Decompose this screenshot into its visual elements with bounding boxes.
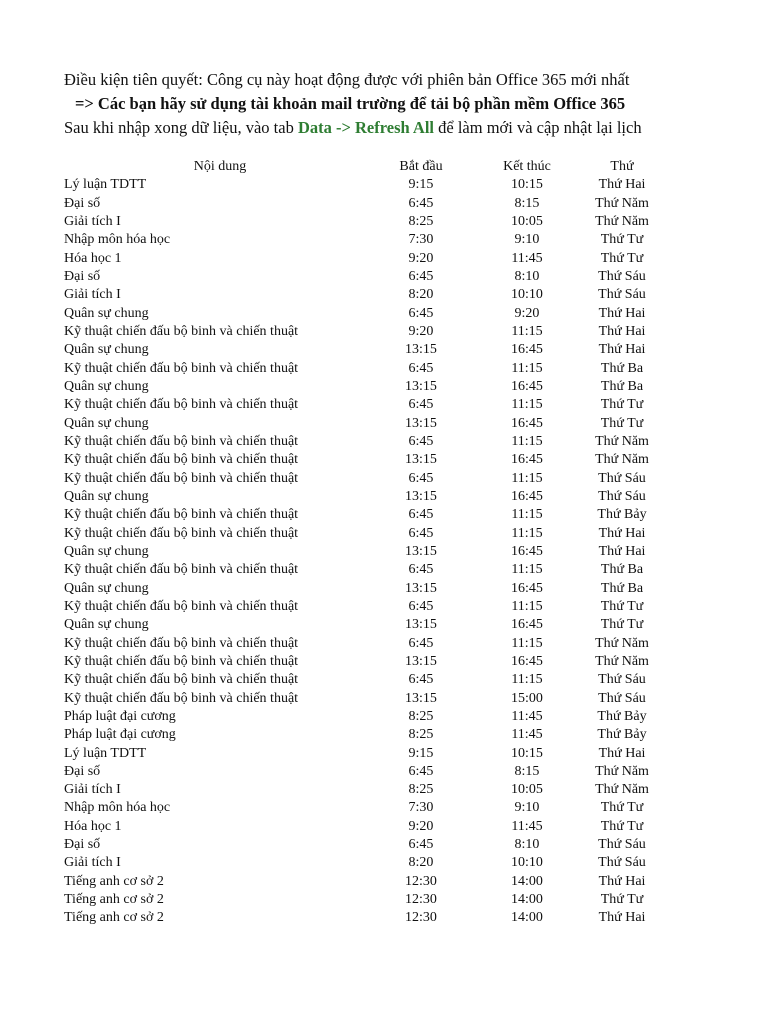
table-row [0, 195, 768, 213]
cell-day: Thứ Ba [600, 360, 644, 376]
cell-start: 13:15 [405, 543, 437, 559]
cell-day: Thứ Hai [598, 745, 646, 761]
cell-content: Đại số [64, 195, 101, 211]
cell-day: Thứ Sáu [598, 488, 646, 504]
cell-start: 13:15 [405, 617, 437, 633]
cell-start: 6:45 [408, 837, 434, 853]
table-row [0, 726, 768, 744]
cell-start: 12:30 [405, 892, 437, 908]
cell-start: 13:15 [405, 690, 437, 706]
cell-start: 9:20 [408, 323, 434, 339]
cell-end: 8:15 [514, 763, 540, 779]
header-start: Bắt đầu [399, 159, 443, 174]
cell-end: 8:15 [514, 195, 540, 211]
cell-end: 11:15 [511, 360, 543, 376]
refresh-note-suffix: để làm mới và cập nhật lại lịch [434, 118, 642, 137]
cell-end: 11:45 [511, 250, 543, 266]
cell-start: 6:45 [408, 525, 434, 541]
cell-end: 11:15 [511, 397, 543, 413]
table-row [0, 488, 768, 506]
cell-end: 11:45 [511, 708, 543, 724]
table-row [0, 231, 768, 249]
table-row [0, 323, 768, 341]
refresh-note-prefix: Sau khi nhập xong dữ liệu, vào tab [64, 118, 298, 137]
cell-content: Quân sự chung [64, 488, 149, 504]
cell-end: 11:15 [511, 507, 543, 523]
cell-end: 11:15 [511, 635, 543, 651]
cell-end: 11:15 [511, 470, 543, 486]
cell-day: Thứ Hai [598, 543, 646, 559]
cell-start: 12:30 [405, 873, 437, 889]
cell-content: Kỹ thuật chiến đấu bộ binh và chiến thuật [64, 635, 299, 651]
cell-end: 11:15 [511, 562, 543, 578]
cell-day: Thứ Sáu [598, 470, 646, 486]
cell-start: 8:20 [408, 855, 434, 871]
office-account-note: => Các bạn hãy sử dụng tài khoản mail trường để tải bộ phần mềm Office 365 [75, 94, 626, 113]
table-row [0, 690, 768, 708]
cell-start: 6:45 [408, 397, 434, 413]
cell-day: Thứ Ba [600, 562, 644, 578]
cell-end: 15:00 [511, 690, 543, 706]
cell-end: 10:15 [511, 745, 543, 761]
table-row [0, 671, 768, 689]
table-row [0, 745, 768, 763]
cell-day: Thứ Hai [598, 873, 646, 889]
cell-start: 6:45 [408, 195, 434, 211]
cell-end: 9:10 [514, 800, 540, 816]
cell-end: 16:45 [511, 488, 543, 504]
cell-day: Thứ Hai [598, 305, 646, 321]
cell-start: 9:15 [408, 177, 434, 193]
cell-day: Thứ Bảy [597, 507, 647, 523]
cell-end: 11:15 [511, 433, 543, 449]
cell-content: Tiếng anh cơ sở 2 [64, 892, 164, 908]
cell-day: Thứ Hai [598, 525, 646, 541]
cell-end: 9:10 [514, 232, 540, 248]
cell-content: Kỹ thuật chiến đấu bộ binh và chiến thuật [64, 433, 299, 449]
table-row [0, 396, 768, 414]
table-row [0, 525, 768, 543]
table-row [0, 451, 768, 469]
cell-end: 11:15 [511, 672, 543, 688]
cell-content: Kỹ thuật chiến đấu bộ binh và chiến thuật [64, 598, 299, 614]
cell-end: 8:10 [514, 837, 540, 853]
cell-content: Quân sự chung [64, 617, 149, 633]
cell-end: 11:15 [511, 323, 543, 339]
cell-day: Thứ Năm [595, 433, 649, 449]
cell-start: 6:45 [408, 562, 434, 578]
refresh-all-hint: Data -> Refresh All [297, 118, 434, 137]
cell-content: Quân sự chung [64, 415, 149, 431]
table-row [0, 341, 768, 359]
table-row [0, 818, 768, 836]
cell-day: Thứ Tư [600, 415, 644, 431]
table-row [0, 873, 768, 891]
cell-day: Thứ Sáu [598, 837, 646, 853]
table-row [0, 378, 768, 396]
cell-start: 8:25 [408, 782, 434, 798]
cell-content: Quân sự chung [64, 342, 149, 358]
cell-end: 14:00 [511, 873, 543, 889]
table-row [0, 598, 768, 616]
table-row [0, 543, 768, 561]
table-row [0, 213, 768, 231]
table-row [0, 799, 768, 817]
cell-day: Thứ Sáu [598, 672, 646, 688]
cell-day: Thứ Năm [595, 213, 649, 229]
cell-end: 16:45 [511, 543, 543, 559]
cell-content: Kỹ thuật chiến đấu bộ binh và chiến thuật [64, 690, 299, 706]
cell-start: 8:25 [408, 213, 434, 229]
cell-day: Thứ Sáu [598, 268, 646, 284]
cell-start: 12:30 [405, 910, 437, 926]
cell-start: 8:25 [408, 708, 434, 724]
cell-end: 10:05 [511, 213, 543, 229]
cell-day: Thứ Hai [598, 910, 646, 926]
cell-day: Thứ Sáu [598, 690, 646, 706]
cell-end: 10:10 [511, 855, 543, 871]
table-row [0, 580, 768, 598]
cell-start: 9:20 [408, 818, 434, 834]
cell-day: Thứ Bảy [597, 727, 647, 743]
cell-content: Pháp luật đại cương [64, 708, 176, 724]
instructions [0, 68, 668, 140]
cell-day: Thứ Năm [595, 653, 649, 669]
cell-day: Thứ Ba [600, 378, 644, 394]
header-day: Thứ [610, 159, 634, 174]
cell-start: 6:45 [408, 598, 434, 614]
cell-end: 10:15 [511, 177, 543, 193]
table-row [0, 433, 768, 451]
cell-end: 11:45 [511, 818, 543, 834]
cell-day: Thứ Năm [595, 635, 649, 651]
cell-day: Thứ Tư [600, 617, 644, 633]
cell-content: Lý luận TDTT [64, 177, 147, 193]
table-row [0, 708, 768, 726]
cell-start: 7:30 [408, 800, 434, 816]
schedule-table [0, 158, 768, 928]
table-row [0, 836, 768, 854]
cell-content: Đại số [64, 268, 101, 284]
table-row [0, 268, 768, 286]
cell-start: 13:15 [405, 452, 437, 468]
cell-day: Thứ Ba [600, 580, 644, 596]
cell-content: Kỹ thuật chiến đấu bộ binh và chiến thuật [64, 452, 299, 468]
cell-end: 10:05 [511, 782, 543, 798]
cell-content: Đại số [64, 837, 101, 853]
cell-content: Kỹ thuật chiến đấu bộ binh và chiến thuật [64, 323, 299, 339]
cell-day: Thứ Bảy [597, 708, 647, 724]
cell-end: 16:45 [511, 342, 543, 358]
table-row [0, 360, 768, 378]
cell-content: Đại số [64, 763, 101, 779]
cell-content: Kỹ thuật chiến đấu bộ binh và chiến thuật [64, 397, 299, 413]
cell-day: Thứ Năm [595, 195, 649, 211]
cell-content: Hóa học 1 [64, 818, 122, 834]
cell-content: Kỹ thuật chiến đấu bộ binh và chiến thuật [64, 672, 299, 688]
cell-start: 13:15 [405, 415, 437, 431]
cell-day: Thứ Năm [595, 782, 649, 798]
cell-end: 16:45 [511, 580, 543, 596]
cell-end: 9:20 [514, 305, 540, 321]
cell-content: Giải tích I [64, 213, 121, 229]
cell-end: 14:00 [511, 910, 543, 926]
cell-end: 11:15 [511, 525, 543, 541]
cell-end: 8:10 [514, 268, 540, 284]
cell-end: 14:00 [511, 892, 543, 908]
cell-start: 8:25 [408, 727, 434, 743]
cell-day: Thứ Tư [600, 598, 644, 614]
cell-start: 13:15 [405, 580, 437, 596]
cell-end: 10:10 [511, 287, 543, 303]
table-row [0, 470, 768, 488]
cell-content: Kỹ thuật chiến đấu bộ binh và chiến thuật [64, 525, 299, 541]
cell-start: 7:30 [408, 232, 434, 248]
cell-day: Thứ Sáu [598, 855, 646, 871]
table-header-row [0, 158, 768, 176]
cell-content: Quân sự chung [64, 580, 149, 596]
table-row [0, 176, 768, 194]
cell-day: Thứ Tư [600, 250, 644, 266]
table-body [0, 176, 768, 927]
cell-content: Kỹ thuật chiến đấu bộ binh và chiến thuật [64, 562, 299, 578]
table-row [0, 781, 768, 799]
cell-day: Thứ Tư [600, 818, 644, 834]
cell-content: Kỹ thuật chiến đấu bộ binh và chiến thuật [64, 470, 299, 486]
cell-content: Tiếng anh cơ sở 2 [64, 873, 164, 889]
cell-content: Lý luận TDTT [64, 745, 147, 761]
cell-day: Thứ Tư [600, 892, 644, 908]
cell-day: Thứ Tư [600, 397, 644, 413]
table-row [0, 653, 768, 671]
cell-start: 13:15 [405, 653, 437, 669]
cell-end: 11:15 [511, 598, 543, 614]
cell-content: Tiếng anh cơ sở 2 [64, 910, 164, 926]
cell-day: Thứ Hai [598, 177, 646, 193]
prerequisite-note: Điều kiện tiên quyết: Công cụ này hoạt động được với phiên bản Office 365 mới nhất [64, 70, 630, 89]
cell-start: 6:45 [408, 672, 434, 688]
table-row [0, 891, 768, 909]
cell-start: 6:45 [408, 470, 434, 486]
cell-start: 9:20 [408, 250, 434, 266]
cell-day: Thứ Hai [598, 323, 646, 339]
cell-content: Pháp luật đại cương [64, 727, 176, 743]
cell-end: 16:45 [511, 378, 543, 394]
table-row [0, 415, 768, 433]
cell-start: 13:15 [405, 378, 437, 394]
cell-day: Thứ Tư [600, 232, 644, 248]
table-row [0, 305, 768, 323]
cell-end: 16:45 [511, 415, 543, 431]
table-row [0, 763, 768, 781]
cell-day: Thứ Năm [595, 452, 649, 468]
cell-start: 13:15 [405, 342, 437, 358]
table-row [0, 250, 768, 268]
cell-start: 6:45 [408, 763, 434, 779]
cell-start: 6:45 [408, 305, 434, 321]
cell-start: 6:45 [408, 268, 434, 284]
cell-day: Thứ Sáu [598, 287, 646, 303]
cell-start: 6:45 [408, 433, 434, 449]
cell-content: Nhập môn hóa học [64, 232, 171, 248]
table-row [0, 561, 768, 579]
cell-start: 13:15 [405, 488, 437, 504]
cell-day: Thứ Hai [598, 342, 646, 358]
table-row [0, 506, 768, 524]
table-row [0, 616, 768, 634]
cell-start: 6:45 [408, 635, 434, 651]
cell-content: Giải tích I [64, 855, 121, 871]
cell-day: Thứ Tư [600, 800, 644, 816]
cell-content: Giải tích I [64, 782, 121, 798]
cell-content: Kỹ thuật chiến đấu bộ binh và chiến thuật [64, 507, 299, 523]
cell-day: Thứ Năm [595, 763, 649, 779]
cell-start: 6:45 [408, 360, 434, 376]
table-row [0, 635, 768, 653]
cell-start: 8:20 [408, 287, 434, 303]
cell-content: Giải tích I [64, 287, 121, 303]
table-row [0, 909, 768, 927]
cell-start: 9:15 [408, 745, 434, 761]
table-row [0, 286, 768, 304]
cell-start: 6:45 [408, 507, 434, 523]
cell-end: 16:45 [511, 617, 543, 633]
cell-content: Quân sự chung [64, 378, 149, 394]
cell-content: Quân sự chung [64, 543, 149, 559]
header-content: Nội dung [193, 159, 247, 174]
cell-content: Hóa học 1 [64, 250, 122, 266]
cell-end: 16:45 [511, 452, 543, 468]
header-end: Kết thúc [503, 159, 551, 174]
cell-content: Kỹ thuật chiến đấu bộ binh và chiến thuật [64, 653, 299, 669]
cell-content: Quân sự chung [64, 305, 149, 321]
cell-end: 16:45 [511, 653, 543, 669]
cell-content: Kỹ thuật chiến đấu bộ binh và chiến thuật [64, 360, 299, 376]
cell-end: 11:45 [511, 727, 543, 743]
cell-content: Nhập môn hóa học [64, 800, 171, 816]
refresh-note [0, 116, 668, 140]
table-row [0, 854, 768, 872]
